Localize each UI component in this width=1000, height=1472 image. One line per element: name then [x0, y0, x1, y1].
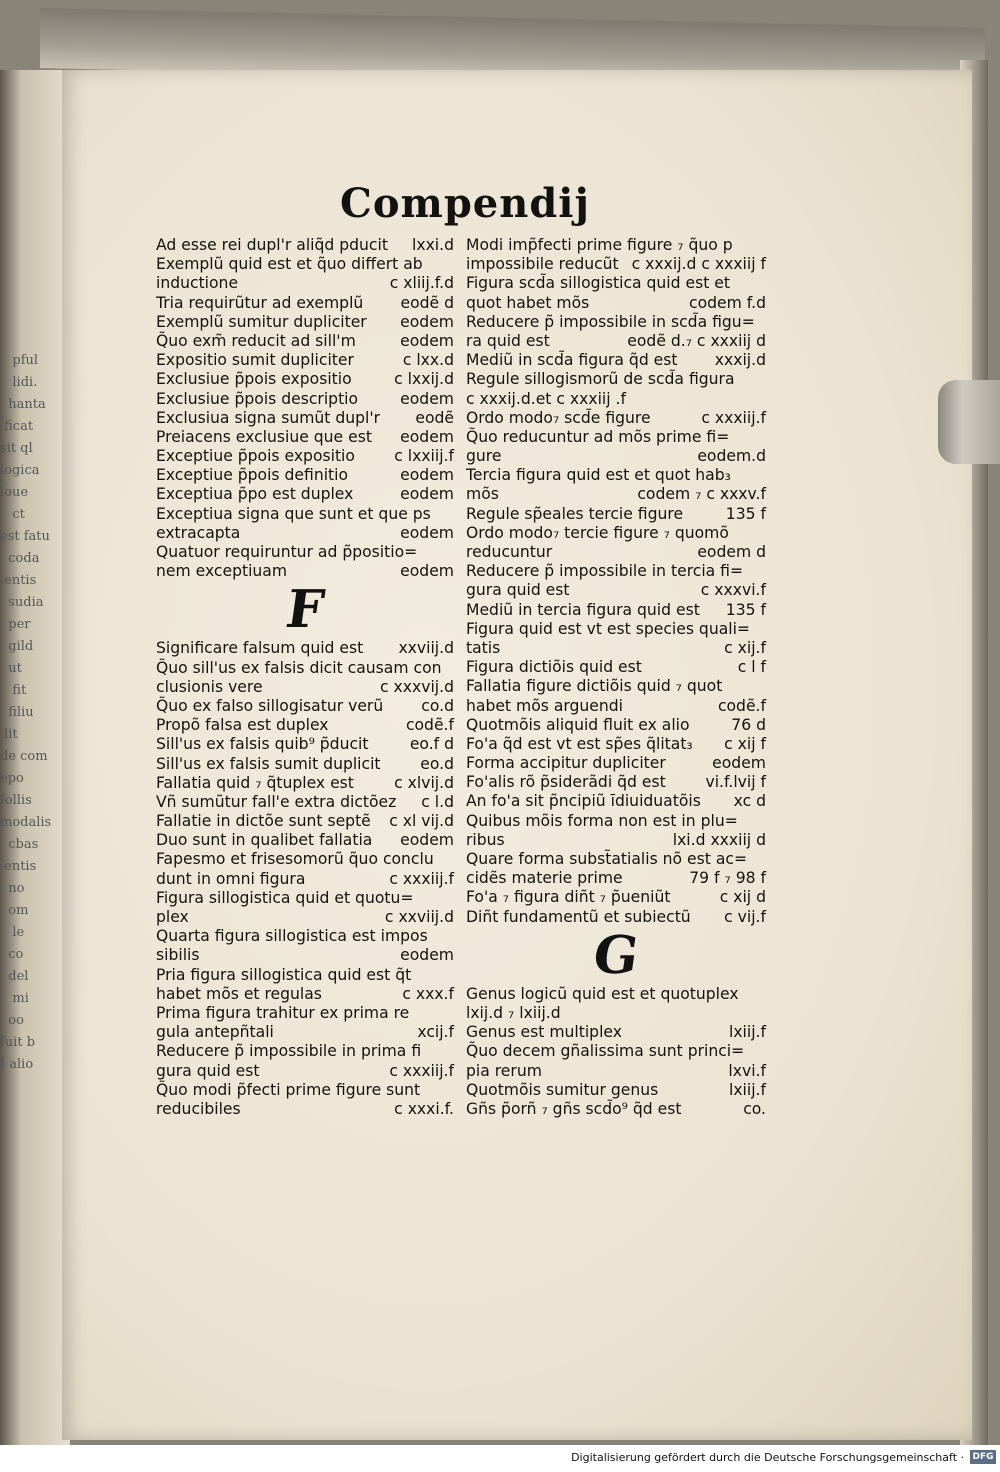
section-initial: G: [589, 924, 643, 986]
index-entry-text: Q̃uo modi p̃fecti prime figure sunt: [156, 1080, 421, 1099]
index-entry: [156, 946, 454, 965]
index-entry: [156, 370, 454, 389]
index-entry-reference: eodem: [400, 485, 454, 504]
index-entry: [466, 888, 766, 907]
index-entry-reference: eodem: [400, 831, 454, 850]
index-entry-reference: c xlvij.d: [394, 773, 454, 792]
index-entry: [156, 543, 454, 562]
index-entry-text: gura quid est: [156, 1061, 260, 1080]
index-entry: [156, 505, 454, 524]
index-entry-text: Vñ sumũtur fall'e extra dictõez: [156, 792, 397, 811]
index-entry-reference: c xxxiij.f: [389, 1061, 454, 1080]
index-entry-reference: eodem: [400, 562, 454, 581]
index-entry-text: Tria requirũtur ad exemplũ: [156, 293, 364, 312]
index-entry-reference: [448, 1042, 454, 1061]
index-entry-reference: vi.f.lvij f: [705, 773, 766, 792]
index-entry-reference: eo.f d: [409, 735, 454, 754]
index-entry: [466, 428, 766, 447]
index-entry-reference: [760, 274, 766, 293]
index-column-right: [466, 236, 766, 1119]
index-entry: [466, 1023, 766, 1042]
index-entry-reference: codẽ.f: [405, 716, 454, 735]
index-entry-reference: 79 f ₇ 98 f: [689, 869, 766, 888]
index-entry: [466, 562, 766, 581]
index-entry-text: reducibiles: [156, 1099, 241, 1118]
index-entry-text: Q̃uo ex falso sillogisatur verũ: [156, 696, 384, 715]
index-entry-reference: eodem: [400, 946, 454, 965]
index-entry-text: Ad esse rei dupl'r aliq̃d pducit: [156, 236, 388, 254]
index-entry-reference: eodem: [400, 427, 454, 446]
index-entry-text: Q̃uo sill'us ex falsis dicit causam con: [156, 658, 442, 677]
index-entry-text: Reducere p̃ impossibile in tercia fi=: [466, 562, 744, 581]
index-entry: [156, 1004, 454, 1023]
index-entry-text: Ordo modo₇ scd̃e figure: [466, 408, 651, 427]
index-entry: [156, 485, 454, 504]
index-entry-text: Figura quid est vt est species quali=: [466, 619, 750, 638]
running-head: Compendij: [340, 180, 590, 227]
index-entry: [466, 1062, 766, 1081]
index-entry: [156, 1062, 454, 1081]
index-entry-text: Tercia figura quid est et quot hab₃: [466, 466, 731, 485]
index-entry-text: gure: [466, 447, 502, 466]
index-entry-text: Fo'a ₇ figura diñt ₇ p̃ueniũt: [466, 888, 671, 907]
index-entry: [466, 985, 766, 1004]
index-entry: [156, 870, 454, 889]
index-entry-reference: [448, 889, 454, 908]
index-entry: [466, 850, 766, 869]
index-entry-text: Exemplũ quid est et q̃uo differt ab: [156, 255, 423, 274]
index-entry-reference: codẽ.f: [717, 696, 766, 715]
index-entry: [466, 754, 766, 773]
index-entry-reference: lxiij.f: [728, 1023, 766, 1042]
index-entry: [466, 639, 766, 658]
index-entry-text: Exceptiua signa que sunt et que ps: [156, 504, 431, 523]
index-entry-reference: [760, 1004, 766, 1023]
index-entry: [156, 351, 454, 370]
index-entry-text: Exceptiue p̃pois expositio: [156, 447, 355, 466]
index-entry: [156, 639, 454, 658]
index-entry-reference: [448, 1081, 454, 1100]
index-entry: [156, 716, 454, 735]
index-entry: [466, 505, 766, 524]
index-entry: [156, 697, 454, 716]
index-entry-reference: c lxx.d: [402, 351, 454, 370]
index-entry-text: gura quid est: [466, 581, 570, 600]
index-entry-text: Mediũ in tercia figura quid est: [466, 600, 700, 619]
index-entry-reference: lxvi.f: [728, 1061, 766, 1080]
index-entry-text: Diñt fundamentũ et subiectũ: [466, 907, 691, 926]
index-entry: [466, 812, 766, 831]
index-entry-reference: [760, 524, 766, 543]
index-entry-reference: [760, 236, 766, 255]
index-entry-reference: xxxij.d: [714, 351, 766, 370]
index-entry: [466, 908, 766, 927]
index-entry-text: Forma accipitur dupliciter: [466, 754, 666, 773]
index-entry-text: Quare forma subst̃atialis nõ est ac=: [466, 850, 748, 868]
index-entry-text: Quarta figura sillogistica est impos: [156, 927, 428, 946]
index-entry: [466, 716, 766, 735]
index-entry-text: lxij.d ₇ lxiij.d: [466, 1003, 561, 1022]
index-entry-reference: [760, 313, 766, 332]
index-entry: [466, 255, 766, 274]
index-entry: [156, 466, 454, 485]
index-entry: [156, 524, 454, 543]
index-entry-text: Figura dictiõis quid est: [466, 658, 642, 677]
index-entry-text: Q̃uo reducuntur ad mõs prime fi=: [466, 427, 730, 446]
index-entry-reference: [760, 985, 766, 1004]
index-entry: [466, 274, 766, 293]
index-entry: [156, 735, 454, 754]
index-entry-text: ra quid est: [466, 331, 550, 350]
index-entry-reference: codem f.d: [689, 293, 766, 312]
index-entry-reference: co.d: [421, 696, 454, 715]
index-column-left: [156, 236, 454, 1119]
index-entry-text: Regule sp̃eales tercie figure: [466, 504, 684, 523]
index-entry-reference: c lxxiij.f: [394, 447, 454, 466]
index-entry-reference: xc d: [733, 792, 766, 811]
index-entry: [156, 927, 454, 946]
index-entry-text: Regule sillogismorũ de scd̃a figura: [466, 370, 735, 389]
index-entry-text: Exclusiue p̃pois descriptio: [156, 389, 359, 408]
index-entry-reference: [760, 562, 766, 581]
index-entry-reference: [448, 505, 454, 524]
index-entry: [156, 966, 454, 985]
index-entry: [156, 1081, 454, 1100]
index-entry-reference: eodem d: [697, 543, 766, 561]
index-entry-reference: c xxviij.d: [384, 908, 454, 926]
index-entry: [466, 620, 766, 639]
index-entry-text: Reducere p̃ impossibile in scd̃a figu=: [466, 312, 755, 331]
index-entry: [466, 294, 766, 313]
index-entry-reference: eodẽ d.₇ c xxxiij d: [627, 331, 766, 350]
index-entry-reference: eodem: [400, 331, 454, 350]
index-entry: [466, 409, 766, 428]
footer-bar: [0, 1445, 1000, 1472]
footer-credit: Digitalisierung gefördert durch die Deutsche Forschungsgemeinschaft ·: [571, 1451, 964, 1464]
index-entry: [156, 755, 454, 774]
index-entry: [156, 294, 454, 313]
index-entry-reference: lxiij.f: [728, 1080, 766, 1099]
section-initial: F: [282, 579, 328, 641]
index-entry-reference: [760, 620, 766, 639]
index-entry: [466, 370, 766, 389]
index-entry-text: Fallatia figure dictiõis quid ₇ quot: [466, 677, 723, 696]
index-entry-reference: eodẽ: [415, 408, 454, 427]
index-entry: [466, 485, 766, 504]
index-entry-text: Q̃uo exm̃ reducit ad sill'm: [156, 331, 356, 350]
index-entry: [466, 1081, 766, 1100]
index-entry-reference: [448, 966, 454, 985]
index-entry: [156, 332, 454, 351]
index-entry: [156, 659, 454, 678]
index-entry-reference: [760, 677, 766, 696]
index-entry-reference: xcij.f: [417, 1023, 454, 1042]
index-entry: [156, 390, 454, 409]
index-entry-text: reducuntur: [466, 543, 553, 561]
index-entry-text: extracapta: [156, 523, 241, 542]
index-entry-reference: eodem.d: [697, 447, 766, 466]
index-entry-text: dunt in omni figura: [156, 869, 306, 888]
index-entry-text: Gñs p̃orñ ₇ gñs scd̃o⁹ q̃d est: [466, 1099, 682, 1118]
index-entry-reference: [760, 428, 766, 447]
index-entry-text: Quotmõis sumitur genus: [466, 1080, 659, 1099]
index-entry: [156, 774, 454, 793]
index-entry: [466, 831, 766, 850]
index-entry: [156, 313, 454, 332]
index-entry-reference: [448, 255, 454, 274]
index-entry-reference: lxi.d xxxiij d: [672, 830, 766, 849]
index-entry-reference: [760, 850, 766, 869]
index-entry-text: Fallatia quid ₇ q̃tuplex est: [156, 773, 354, 792]
index-entry-text: Genus est multiplex: [466, 1023, 622, 1042]
index-entry-text: plex: [156, 908, 189, 926]
index-entry-reference: lxxi.d: [412, 236, 454, 254]
index-entry-reference: c lxxij.d: [394, 370, 454, 389]
index-entry: [466, 792, 766, 811]
facing-page-bleed-text: pful lidi. hanta ficat sit ql logica loue ct est fatu coda entis sudia per gild ut fit filiu lit de com epo follis modalis cbas entis no om le co del mi oo fuit b I alio: [0, 353, 52, 1072]
index-entry: [466, 332, 766, 351]
index-entry: [466, 390, 766, 409]
index-entry: [156, 1042, 454, 1061]
facing-page-edge: [0, 70, 70, 1445]
index-entry-text: Exceptiua p̃po est duplex: [156, 485, 354, 504]
index-entry: [466, 677, 766, 696]
index-entry-reference: eodem: [400, 389, 454, 408]
index-entry: [156, 274, 454, 293]
index-entry-text: nem exceptiuam: [156, 562, 288, 581]
index-entry-reference: [760, 370, 766, 389]
index-entry-text: An fo'a sit p̃ncipiũ īdiuiduatõis: [466, 792, 701, 811]
index-entry-text: Reducere p̃ impossibile in prima fi: [156, 1042, 422, 1061]
index-entry-text: Fo'alis rõ p̃siderãdi q̃d est: [466, 773, 666, 792]
index-entry: [466, 1042, 766, 1061]
index-entry: [156, 428, 454, 447]
index-entry: [156, 678, 454, 697]
index-entry: [466, 1004, 766, 1023]
index-entry-text: gula antepñtali: [156, 1023, 274, 1042]
index-entry-reference: 135 f: [725, 600, 766, 619]
index-entry-text: cidẽs materie prime: [466, 869, 623, 888]
index-entry-text: Sill'us ex falsis quib⁹ p̃ducit: [156, 735, 369, 754]
index-entry-reference: c xl vij.d: [389, 812, 454, 831]
index-entry-reference: c xij.f: [724, 638, 766, 657]
dfg-logo: DFG: [970, 1450, 996, 1464]
index-entry-reference: c l f: [737, 658, 766, 677]
index-entry-reference: 135 f: [725, 504, 766, 523]
index-entry-reference: co.: [743, 1099, 766, 1118]
index-entry-reference: eodem: [400, 466, 454, 485]
index-entry-text: tatis: [466, 638, 501, 657]
index-entry: [466, 773, 766, 792]
index-entry-text: Fapesmo et frisesomorũ q̃uo conclu: [156, 850, 434, 869]
index-entry-text: Expositio sumit dupliciter: [156, 351, 354, 370]
index-entry-reference: c xxxvi.f: [700, 581, 766, 600]
index-entry-reference: [448, 1004, 454, 1023]
index-entry: [466, 735, 766, 754]
index-entry-reference: c l.d: [421, 792, 454, 811]
index-entry-reference: 76 d: [731, 715, 766, 734]
index-entry-text: inductione: [156, 274, 239, 293]
index-entry-text: Propõ falsa est duplex: [156, 716, 329, 735]
index-entry-reference: xxviij.d: [398, 639, 454, 658]
index-entry: [156, 409, 454, 428]
index-entry-text: Exceptiue p̃pois definitio: [156, 466, 349, 485]
index-entry-text: ribus: [466, 830, 505, 849]
index-entry-reference: c xxxij.d c xxxiij f: [631, 255, 766, 274]
index-entry-text: mõs: [466, 485, 499, 504]
index-entry-text: Modi imp̃fecti prime figure ₇ q̃uo p: [466, 236, 733, 254]
index-entry: [466, 466, 766, 485]
index-entry: [156, 255, 454, 274]
index-entry: [156, 908, 454, 927]
index-entry-text: Figura scd̃a sillogistica quid est et: [466, 274, 730, 293]
index-entry-reference: c xij d: [719, 888, 766, 907]
index-entry: [466, 581, 766, 600]
index-entry-text: Quatuor requiruntur ad p̃positio=: [156, 543, 418, 561]
index-entry-text: Exemplũ sumitur dupliciter: [156, 312, 367, 331]
index-entry: [156, 850, 454, 869]
index-entry-text: Prima figura trahitur ex prima re: [156, 1003, 410, 1022]
index-entry-text: Figura sillogistica quid et quotu=: [156, 888, 414, 907]
index-entry-text: habet mõs et regulas: [156, 984, 322, 1003]
index-entry-text: Quibus mõis forma non est in plu=: [466, 811, 738, 830]
index-entry: [466, 447, 766, 466]
index-entry-text: clusionis vere: [156, 677, 263, 696]
index-entry-reference: [760, 466, 766, 485]
index-entry-text: Genus logicũ quid est et quotuplex: [466, 984, 739, 1003]
index-entry: [466, 543, 766, 562]
index-entry-reference: c vij.f: [724, 907, 766, 926]
index-entry: [466, 236, 766, 255]
index-entry-text: Quotmõis aliquid fluit ex alio: [466, 715, 690, 734]
index-entry-text: Exclusiue p̃pois expositio: [156, 370, 352, 389]
index-entry-text: Duo sunt in qualibet fallatia: [156, 831, 373, 850]
index-entry-text: Exclusiua signa sumũt dupl'r: [156, 408, 381, 427]
index-entry-text: Fallatie in dictõe sunt septẽ: [156, 812, 371, 831]
index-entry-reference: eodem: [400, 523, 454, 542]
index-entry-text: Fo'a q̃d est vt est sp̃es q̃litat₃: [466, 734, 693, 753]
index-entry: [156, 812, 454, 831]
index-entry: [466, 313, 766, 332]
index-entry: [466, 524, 766, 543]
index-entry-reference: codem ₇ c xxxv.f: [637, 485, 766, 504]
index-entry-text: Preiacens exclusiue que est: [156, 427, 372, 446]
index-entry-reference: c xxxvij.d: [380, 677, 454, 696]
index-entry-text: pia rerum: [466, 1061, 542, 1080]
index-entry-text: habet mõs arguendi: [466, 696, 623, 715]
index-entry: [156, 1023, 454, 1042]
index-entry-text: sibilis: [156, 946, 200, 965]
index-entry: [156, 447, 454, 466]
index-entry-text: impossibile reducũt: [466, 255, 619, 274]
index-entry-text: Pria figura sillogistica quid est q̃t: [156, 965, 412, 984]
index-entry-reference: c xxxi.f.: [394, 1099, 454, 1118]
index-entry-text: Ordo modo₇ tercie figure ₇ quomõ: [466, 523, 729, 542]
index-entry: [466, 697, 766, 716]
index-entry: [156, 793, 454, 812]
index-entry: [466, 658, 766, 677]
index-entry-reference: c xxxiij.f: [701, 408, 766, 427]
index-entry: [156, 889, 454, 908]
index-entry-reference: [760, 1042, 766, 1061]
index-entry-reference: c xliij.f.d: [389, 274, 454, 293]
index-entry: [156, 1100, 454, 1119]
index-entry-reference: [760, 812, 766, 831]
index-entry: [466, 869, 766, 888]
index-entry-text: Q̃uo decem gñalissima sunt princi=: [466, 1042, 745, 1061]
page-clip: [938, 380, 1000, 464]
index-entry: [156, 236, 454, 255]
index-entry-reference: [448, 659, 454, 678]
index-entry-reference: [760, 390, 766, 409]
index-entry-reference: c xxxiij.f: [389, 869, 454, 888]
index-entry-reference: eodẽ d: [400, 293, 454, 312]
index-entry: [156, 985, 454, 1004]
index-entry: [466, 1100, 766, 1119]
index-entry-text: c xxxij.d.et c xxxiij .f: [466, 389, 626, 408]
index-entry-reference: eo.d: [420, 754, 454, 773]
index-entry-reference: c xij f: [724, 734, 766, 753]
index-entry-text: Sill'us ex falsis sumit duplicit: [156, 754, 381, 773]
index-entry-text: quot habet mõs: [466, 293, 590, 312]
index-entry: [156, 831, 454, 850]
index-entry-reference: c xxx.f: [402, 984, 454, 1003]
index-entry: [466, 351, 766, 370]
index-entry-reference: [448, 850, 454, 869]
index-entry-reference: eodem: [712, 754, 766, 773]
index-entry: [466, 601, 766, 620]
index-entry-reference: eodem: [400, 312, 454, 331]
index-entry-text: Mediũ in scd̃a figura q̃d est: [466, 351, 678, 370]
index-entry-text: Significare falsum quid est: [156, 639, 364, 658]
index-entry-reference: [448, 927, 454, 946]
index-entry-reference: [448, 543, 454, 562]
